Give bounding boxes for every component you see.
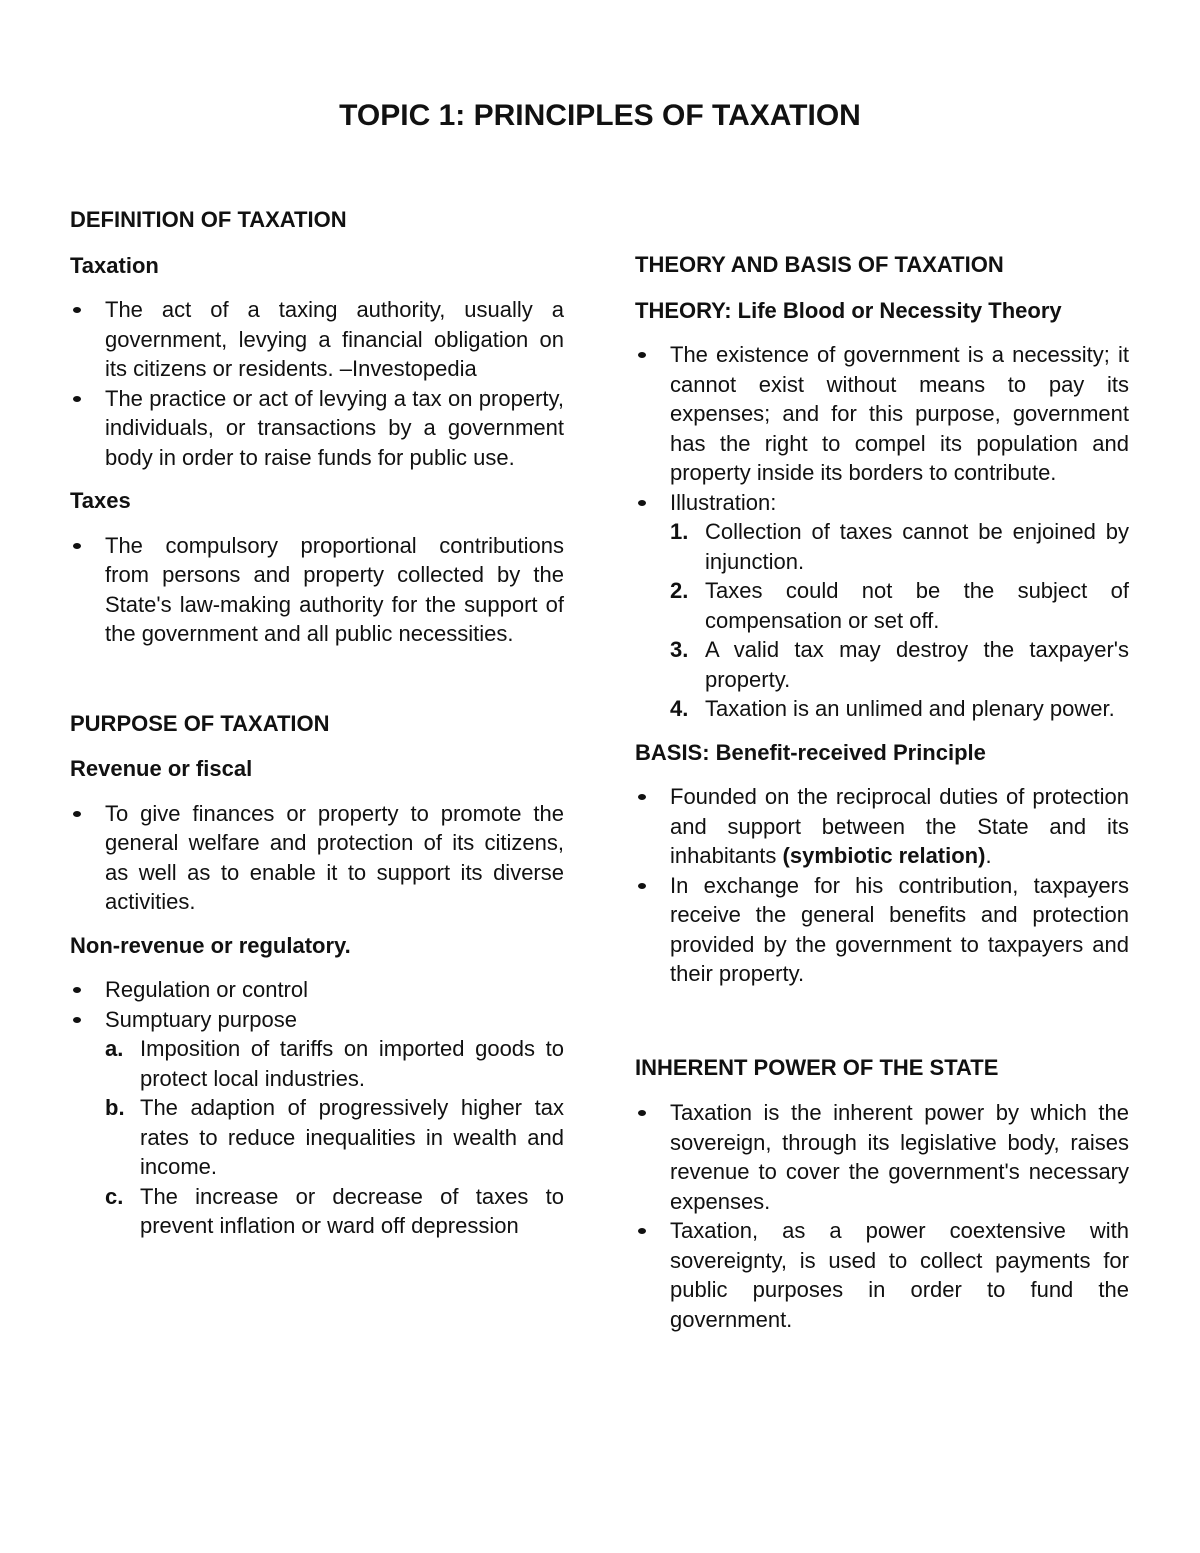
list-item: The practice or act of levying a tax on property, individuals, or transactions by a government body in order to raise funds for public use. (70, 384, 564, 473)
illustration-item: 2. Taxes could not be the subject of compensation or set off. (670, 578, 1129, 633)
list-item: The existence of government is a necessity; it cannot exist without means to pay its expenses; and for this purpose, government has the right to compel its population and property inside its borders to contribute. (635, 340, 1129, 488)
list-item: Taxation is the inherent power by which the sovereign, through its legislative body, raises revenue to cover the government's necessary expenses. (635, 1098, 1129, 1216)
list-item: Regulation or control (70, 975, 564, 1005)
bullet-icon (638, 352, 646, 358)
revenue-list (70, 799, 564, 917)
taxation-list (70, 295, 564, 472)
list-item: Taxation, as a power coextensive with sovereignty, is used to collect payments for public purposes in order to fund the government. (635, 1216, 1129, 1334)
list-item: Sumptuary purpose a. Imposition of tariffs on imported goods to protect local industries. b. The adaption of progressively higher tax rates to reduce inequalities in wealth and income. c. The increase or decrease of taxes to prevent inflation or ward off depression (70, 1005, 564, 1241)
nonrevenue-label: Non-revenue or regulatory. (70, 932, 351, 958)
bullet-icon (73, 543, 81, 549)
list-item: Founded on the reciprocal duties of protection and support between the State and its inhabitants (symbiotic relation). (635, 782, 1129, 871)
taxation-label: Taxation (70, 252, 159, 278)
illustration-item: 4. Taxation is an unlimed and plenary power. (670, 696, 1115, 721)
list-item: In exchange for his contribution, taxpayers receive the general benefits and protection provided by the government to taxpayers and their property. (635, 871, 1129, 989)
purpose-heading: PURPOSE OF TAXATION (70, 710, 330, 736)
illustration-item: 3. A valid tax may destroy the taxpayer's property. (670, 637, 1129, 692)
bullet-icon (638, 794, 646, 800)
inherent-list (635, 1098, 1129, 1334)
list-item: The compulsory proportional contributions from persons and property collected by the State's law-making authority for the support of the government and all public necessities. (70, 531, 564, 649)
bullet-icon (638, 500, 646, 506)
theory-list (635, 340, 1129, 724)
right-column (635, 250, 1129, 1348)
bullet-icon (638, 883, 646, 889)
sublist-item: c. The increase or decrease of taxes to prevent inflation or ward off depression (105, 1183, 564, 1238)
basis-list (635, 782, 1129, 989)
list-item: Illustration: 1. Collection of taxes cannot be enjoined by injunction. 2. Taxes could not be the subject of compensation or set off. 3. A valid tax may destroy the taxpayer's property. 4. Taxation is an unlimed and plenary power. (635, 488, 1129, 724)
bullet-icon (73, 811, 81, 817)
theory-basis-heading: THEORY AND BASIS OF TAXATION (635, 252, 1004, 277)
inherent-heading: INHERENT POWER OF THE STATE (635, 1054, 999, 1080)
sublist-item: a. Imposition of tariffs on imported goods to protect local industries. (105, 1036, 564, 1091)
bullet-icon (73, 307, 81, 313)
basis-label: BASIS: Benefit-received Principle (635, 739, 986, 765)
bullet-icon (73, 987, 81, 993)
left-column (70, 205, 564, 1255)
sumptuary-sublist (105, 1034, 564, 1241)
sublist-item: b. The adaption of progressively higher tax rates to reduce inequalities in wealth and income. (105, 1095, 564, 1179)
bullet-icon (638, 1110, 646, 1116)
taxes-list (70, 531, 564, 649)
illustration-list (670, 517, 1129, 724)
bullet-icon (73, 1017, 81, 1023)
revenue-label: Revenue or fiscal (70, 756, 253, 781)
bullet-icon (638, 1228, 646, 1234)
theory-label: THEORY: Life Blood or Necessity Theory (635, 297, 1062, 323)
illustration-item: 1. Collection of taxes cannot be enjoined by injunction. (670, 519, 1129, 574)
taxes-label: Taxes (70, 488, 131, 513)
page-title: TOPIC 1: PRINCIPLES OF TAXATION (339, 99, 861, 132)
definition-heading: DEFINITION OF TAXATION (70, 207, 347, 232)
list-item: To give finances or property to promote the general welfare and protection of its citizens, as well as to enable it to support its diverse activities. (70, 799, 564, 917)
nonrevenue-list (70, 975, 564, 1241)
bullet-icon (73, 396, 81, 402)
list-item: The act of a taxing authority, usually a government, levying a financial obligation on its citizens or residents. –Investopedia (70, 295, 564, 384)
